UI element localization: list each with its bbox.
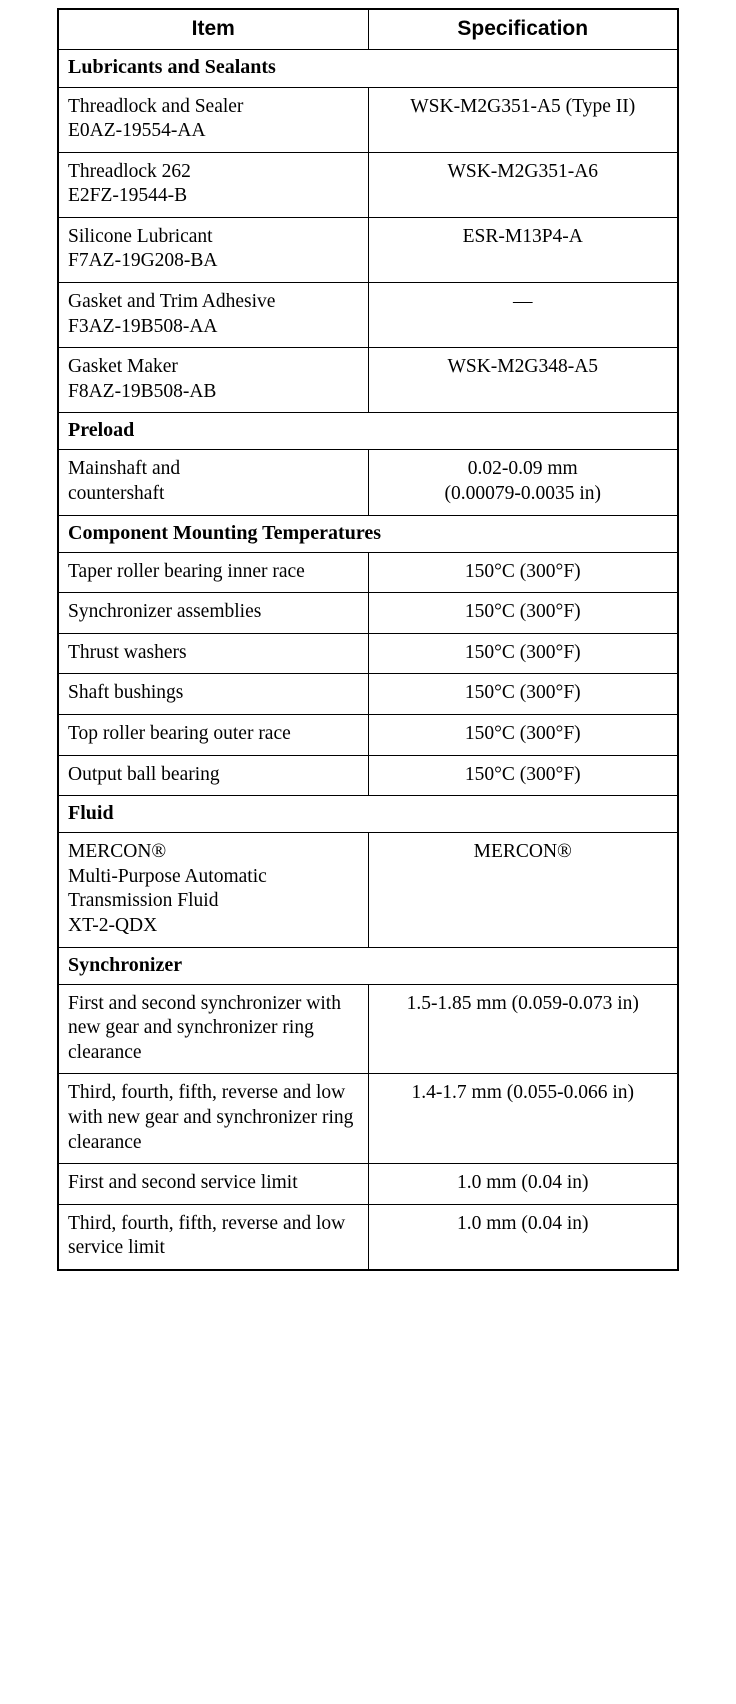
cell-specification: 150°C (300°F)	[368, 593, 678, 634]
cell-specification: 150°C (300°F)	[368, 674, 678, 715]
section-title: Lubricants and Sealants	[58, 50, 678, 87]
table-row	[58, 152, 678, 217]
table-row	[58, 1204, 678, 1270]
table-row	[58, 984, 678, 1074]
section-title: Preload	[58, 413, 678, 450]
table-row	[58, 593, 678, 634]
cell-item: Shaft bushings	[58, 674, 368, 715]
cell-specification: MERCON®	[368, 833, 678, 947]
cell-item: Synchronizer assemblies	[58, 593, 368, 634]
cell-item: Silicone Lubricant F7AZ-19G208-BA	[58, 217, 368, 282]
cell-specification: 150°C (300°F)	[368, 633, 678, 674]
table-body	[58, 50, 678, 1270]
cell-specification: WSK-M2G348-A5	[368, 348, 678, 413]
cell-item: MERCON® Multi-Purpose Automatic Transmission Fluid XT-2-QDX	[58, 833, 368, 947]
table-row	[58, 674, 678, 715]
column-header-item: Item	[58, 9, 368, 50]
table-section-row	[58, 515, 678, 552]
table-row	[58, 87, 678, 152]
cell-item: Output ball bearing	[58, 755, 368, 796]
section-title: Fluid	[58, 796, 678, 833]
table-section-row	[58, 947, 678, 984]
table-row	[58, 217, 678, 282]
table-row	[58, 450, 678, 515]
cell-item: Gasket Maker F8AZ-19B508-AB	[58, 348, 368, 413]
cell-item: First and second service limit	[58, 1164, 368, 1205]
cell-item: Threadlock 262 E2FZ-19544-B	[58, 152, 368, 217]
table-row	[58, 833, 678, 947]
table-row	[58, 715, 678, 756]
cell-specification: —	[368, 283, 678, 348]
cell-specification: 1.0 mm (0.04 in)	[368, 1164, 678, 1205]
cell-item: Top roller bearing outer race	[58, 715, 368, 756]
table-row	[58, 552, 678, 593]
cell-specification: 150°C (300°F)	[368, 755, 678, 796]
table-section-row	[58, 50, 678, 87]
cell-specification: 150°C (300°F)	[368, 715, 678, 756]
cell-item: Taper roller bearing inner race	[58, 552, 368, 593]
cell-item: Mainshaft and countershaft	[58, 450, 368, 515]
table-row	[58, 1164, 678, 1205]
cell-item: Thrust washers	[58, 633, 368, 674]
table-section-row	[58, 796, 678, 833]
cell-specification: WSK-M2G351-A5 (Type II)	[368, 87, 678, 152]
table-row	[58, 755, 678, 796]
cell-specification: 1.5-1.85 mm (0.059-0.073 in)	[368, 984, 678, 1074]
table-row	[58, 633, 678, 674]
table-header-row	[58, 9, 678, 50]
specification-table	[57, 8, 679, 1271]
cell-specification: 0.02-0.09 mm (0.00079-0.0035 in)	[368, 450, 678, 515]
table-row	[58, 348, 678, 413]
table-section-row	[58, 413, 678, 450]
cell-item: Third, fourth, fifth, reverse and low service limit	[58, 1204, 368, 1270]
cell-specification: WSK-M2G351-A6	[368, 152, 678, 217]
column-header-specification: Specification	[368, 9, 678, 50]
table-row	[58, 1074, 678, 1164]
cell-item: First and second synchronizer with new gear and synchronizer ring clearance	[58, 984, 368, 1074]
cell-item: Gasket and Trim Adhesive F3AZ-19B508-AA	[58, 283, 368, 348]
cell-specification: 1.4-1.7 mm (0.055-0.066 in)	[368, 1074, 678, 1164]
table-row	[58, 283, 678, 348]
cell-specification: 1.0 mm (0.04 in)	[368, 1204, 678, 1270]
cell-specification: ESR-M13P4-A	[368, 217, 678, 282]
cell-item: Third, fourth, fifth, reverse and low with new gear and synchronizer ring clearance	[58, 1074, 368, 1164]
section-title: Synchronizer	[58, 947, 678, 984]
cell-item: Threadlock and Sealer E0AZ-19554-AA	[58, 87, 368, 152]
cell-specification: 150°C (300°F)	[368, 552, 678, 593]
section-title: Component Mounting Temperatures	[58, 515, 678, 552]
